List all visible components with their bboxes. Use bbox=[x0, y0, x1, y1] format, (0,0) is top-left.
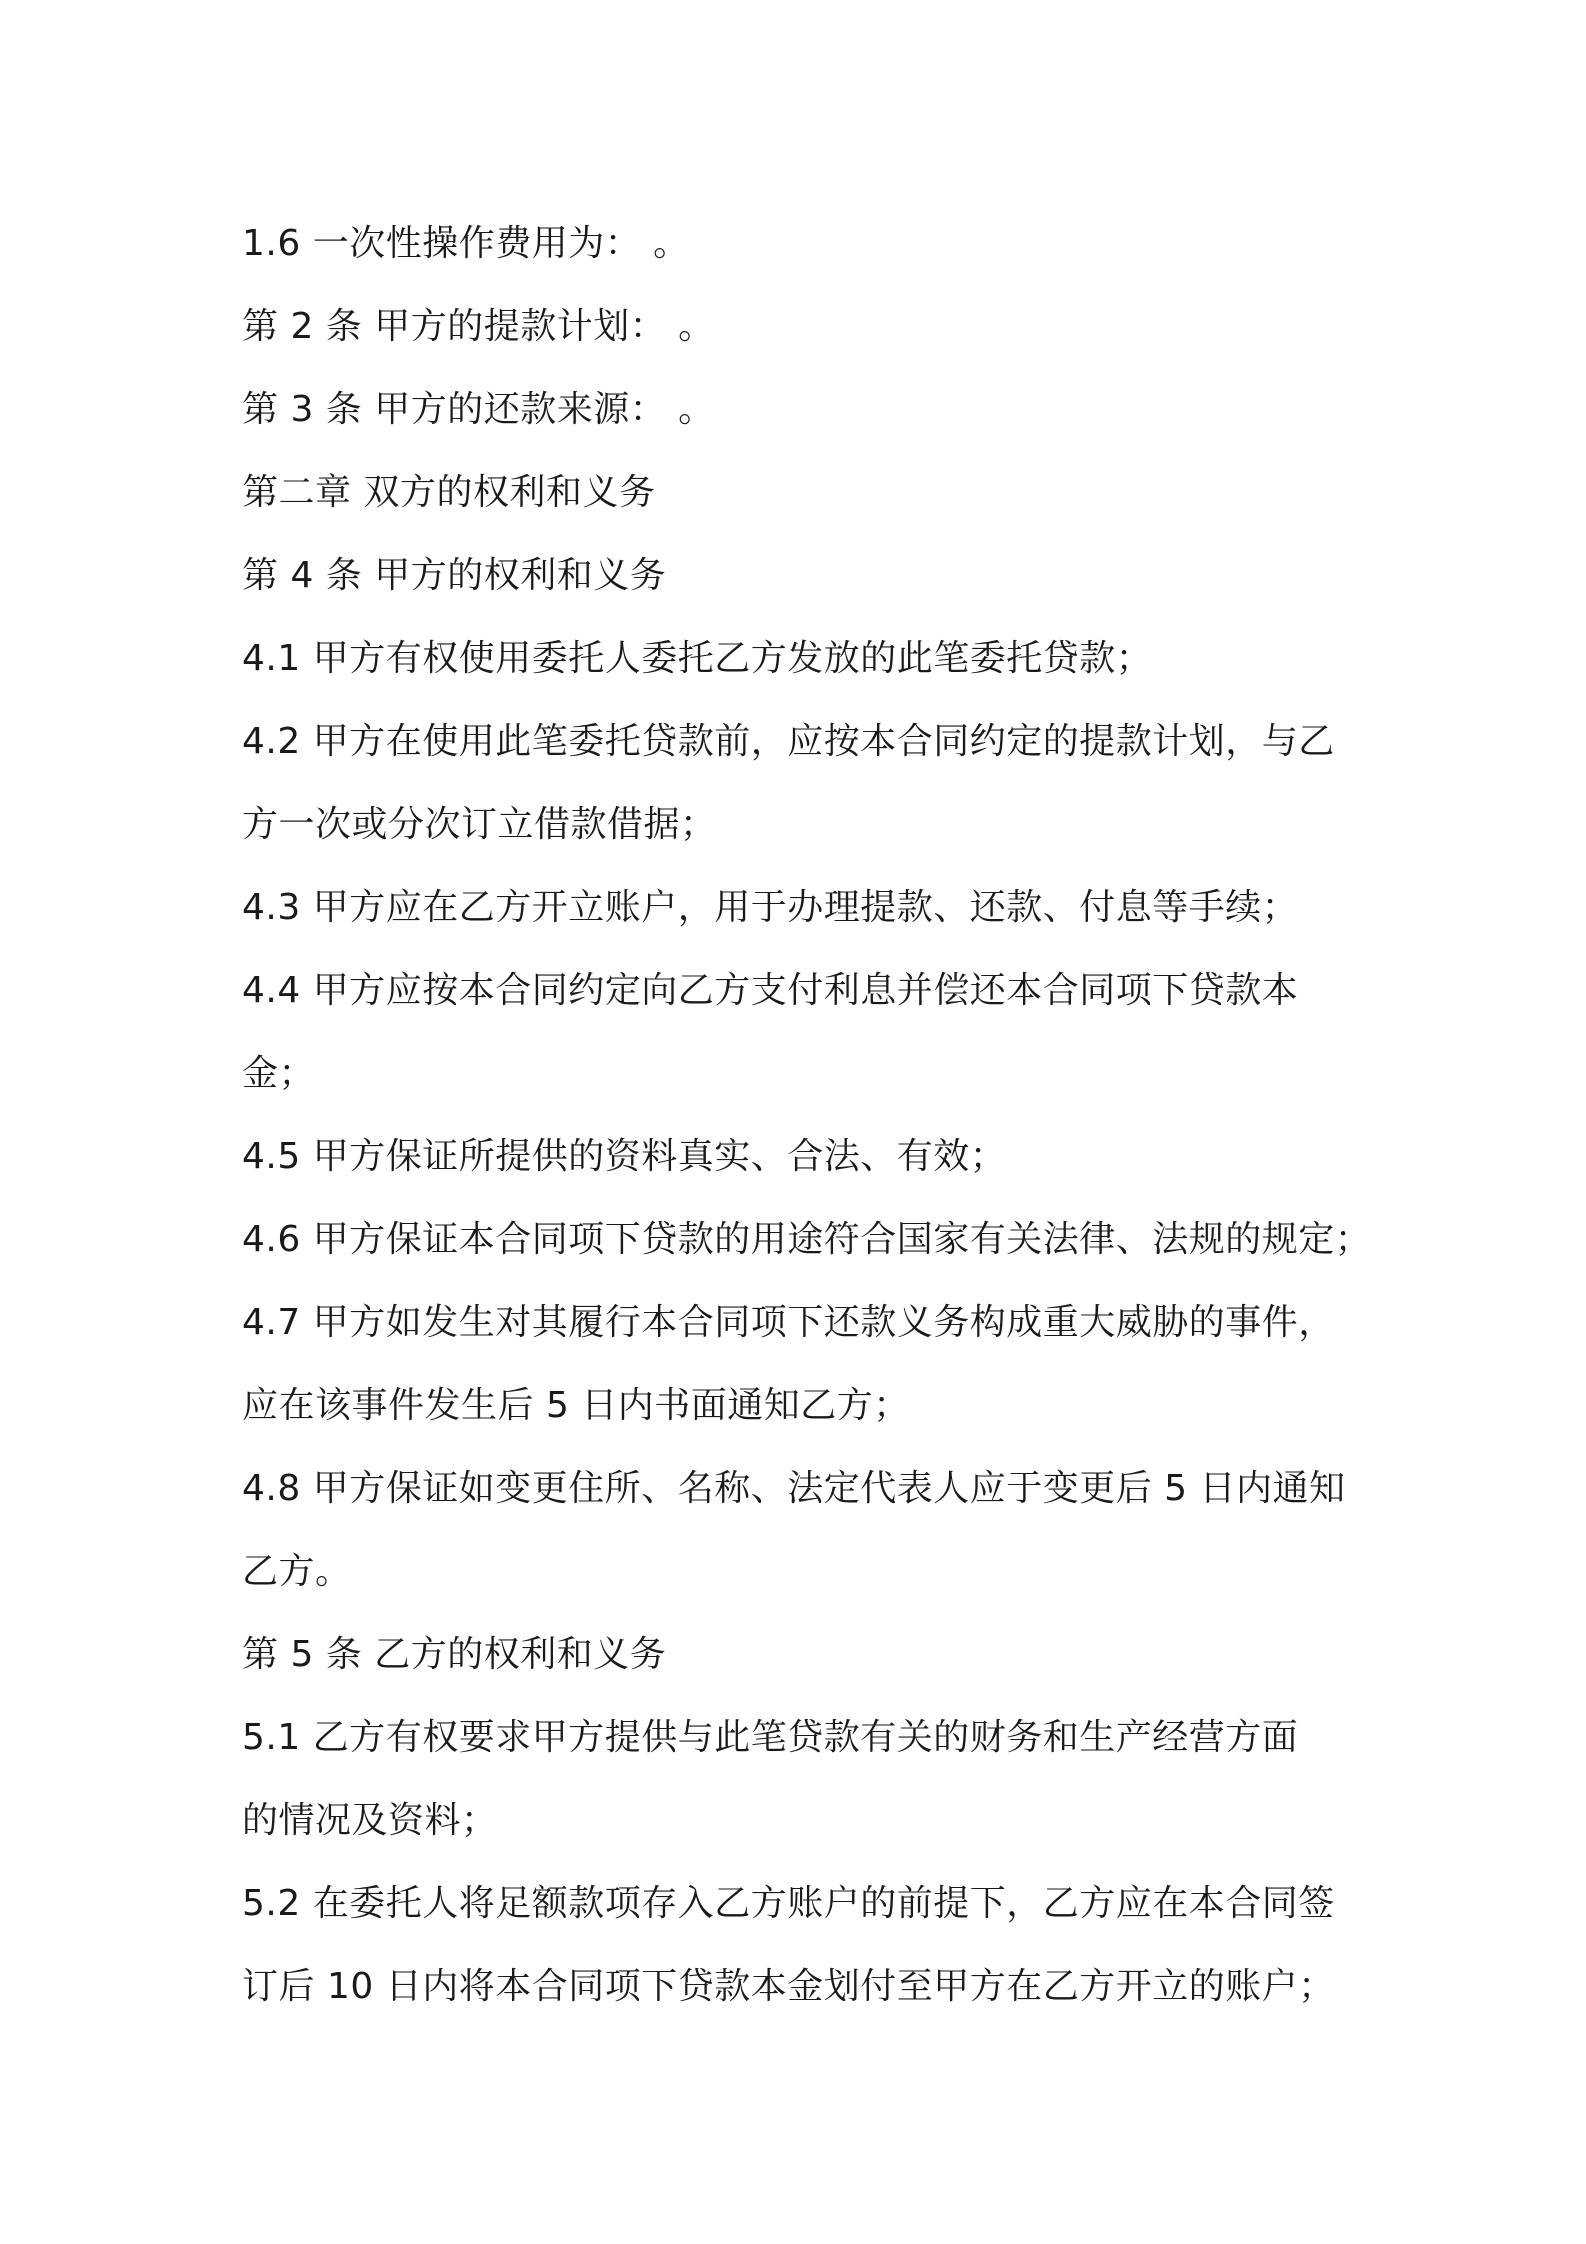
article-4-heading: 第 4 条 甲方的权利和义务 bbox=[242, 555, 667, 596]
text-line-4-7-cont: 应在该事件发生后 5 日内书面通知乙方； bbox=[242, 1385, 910, 1426]
text-line-4-1: 4.1 甲方有权使用委托人委托乙方发放的此笔委托贷款； bbox=[242, 638, 1153, 679]
text-line-1-6: 1.6 一次性操作费用为： 。 bbox=[242, 223, 690, 264]
text-line-4-4-cont: 金； bbox=[242, 1053, 316, 1094]
text-line-4-5: 4.5 甲方保证所提供的资料真实、合法、有效； bbox=[242, 1136, 1007, 1177]
text-line-article-2: 第 2 条 甲方的提款计划： 。 bbox=[242, 306, 715, 347]
text-line-5-1-cont: 的情况及资料； bbox=[242, 1800, 498, 1841]
text-line-4-2: 4.2 甲方在使用此笔委托贷款前，应按本合同约定的提款计划，与乙 bbox=[242, 721, 1335, 762]
text-line-4-4: 4.4 甲方应按本合同约定向乙方支付利息并偿还本合同项下贷款本 bbox=[242, 970, 1299, 1011]
text-line-5-2-cont: 订后 10 日内将本合同项下贷款本金划付至甲方在乙方开立的账户； bbox=[242, 1966, 1335, 2007]
text-line-5-1: 5.1 乙方有权要求甲方提供与此笔贷款有关的财务和生产经营方面 bbox=[242, 1717, 1299, 1758]
text-line-4-2-cont: 方一次或分次订立借款借据； bbox=[242, 804, 717, 845]
text-line-4-8-cont: 乙方。 bbox=[242, 1551, 352, 1592]
chapter-heading: 第二章 双方的权利和义务 bbox=[242, 472, 656, 513]
text-line-4-3: 4.3 甲方应在乙方开立账户，用于办理提款、还款、付息等手续； bbox=[242, 887, 1299, 928]
text-line-4-8: 4.8 甲方保证如变更住所、名称、法定代表人应于变更后 5 日内通知 bbox=[242, 1468, 1346, 1509]
text-line-4-7: 4.7 甲方如发生对其履行本合同项下还款义务构成重大威胁的事件， bbox=[242, 1302, 1335, 1343]
article-5-heading: 第 5 条 乙方的权利和义务 bbox=[242, 1634, 667, 1675]
text-line-article-3: 第 3 条 甲方的还款来源： 。 bbox=[242, 389, 715, 430]
text-line-5-2: 5.2 在委托人将足额款项存入乙方账户的前提下，乙方应在本合同签 bbox=[242, 1883, 1335, 1924]
document-body bbox=[242, 202, 1372, 2028]
text-line-4-6: 4.6 甲方保证本合同项下贷款的用途符合国家有关法律、法规的规定； bbox=[242, 1219, 1372, 1260]
